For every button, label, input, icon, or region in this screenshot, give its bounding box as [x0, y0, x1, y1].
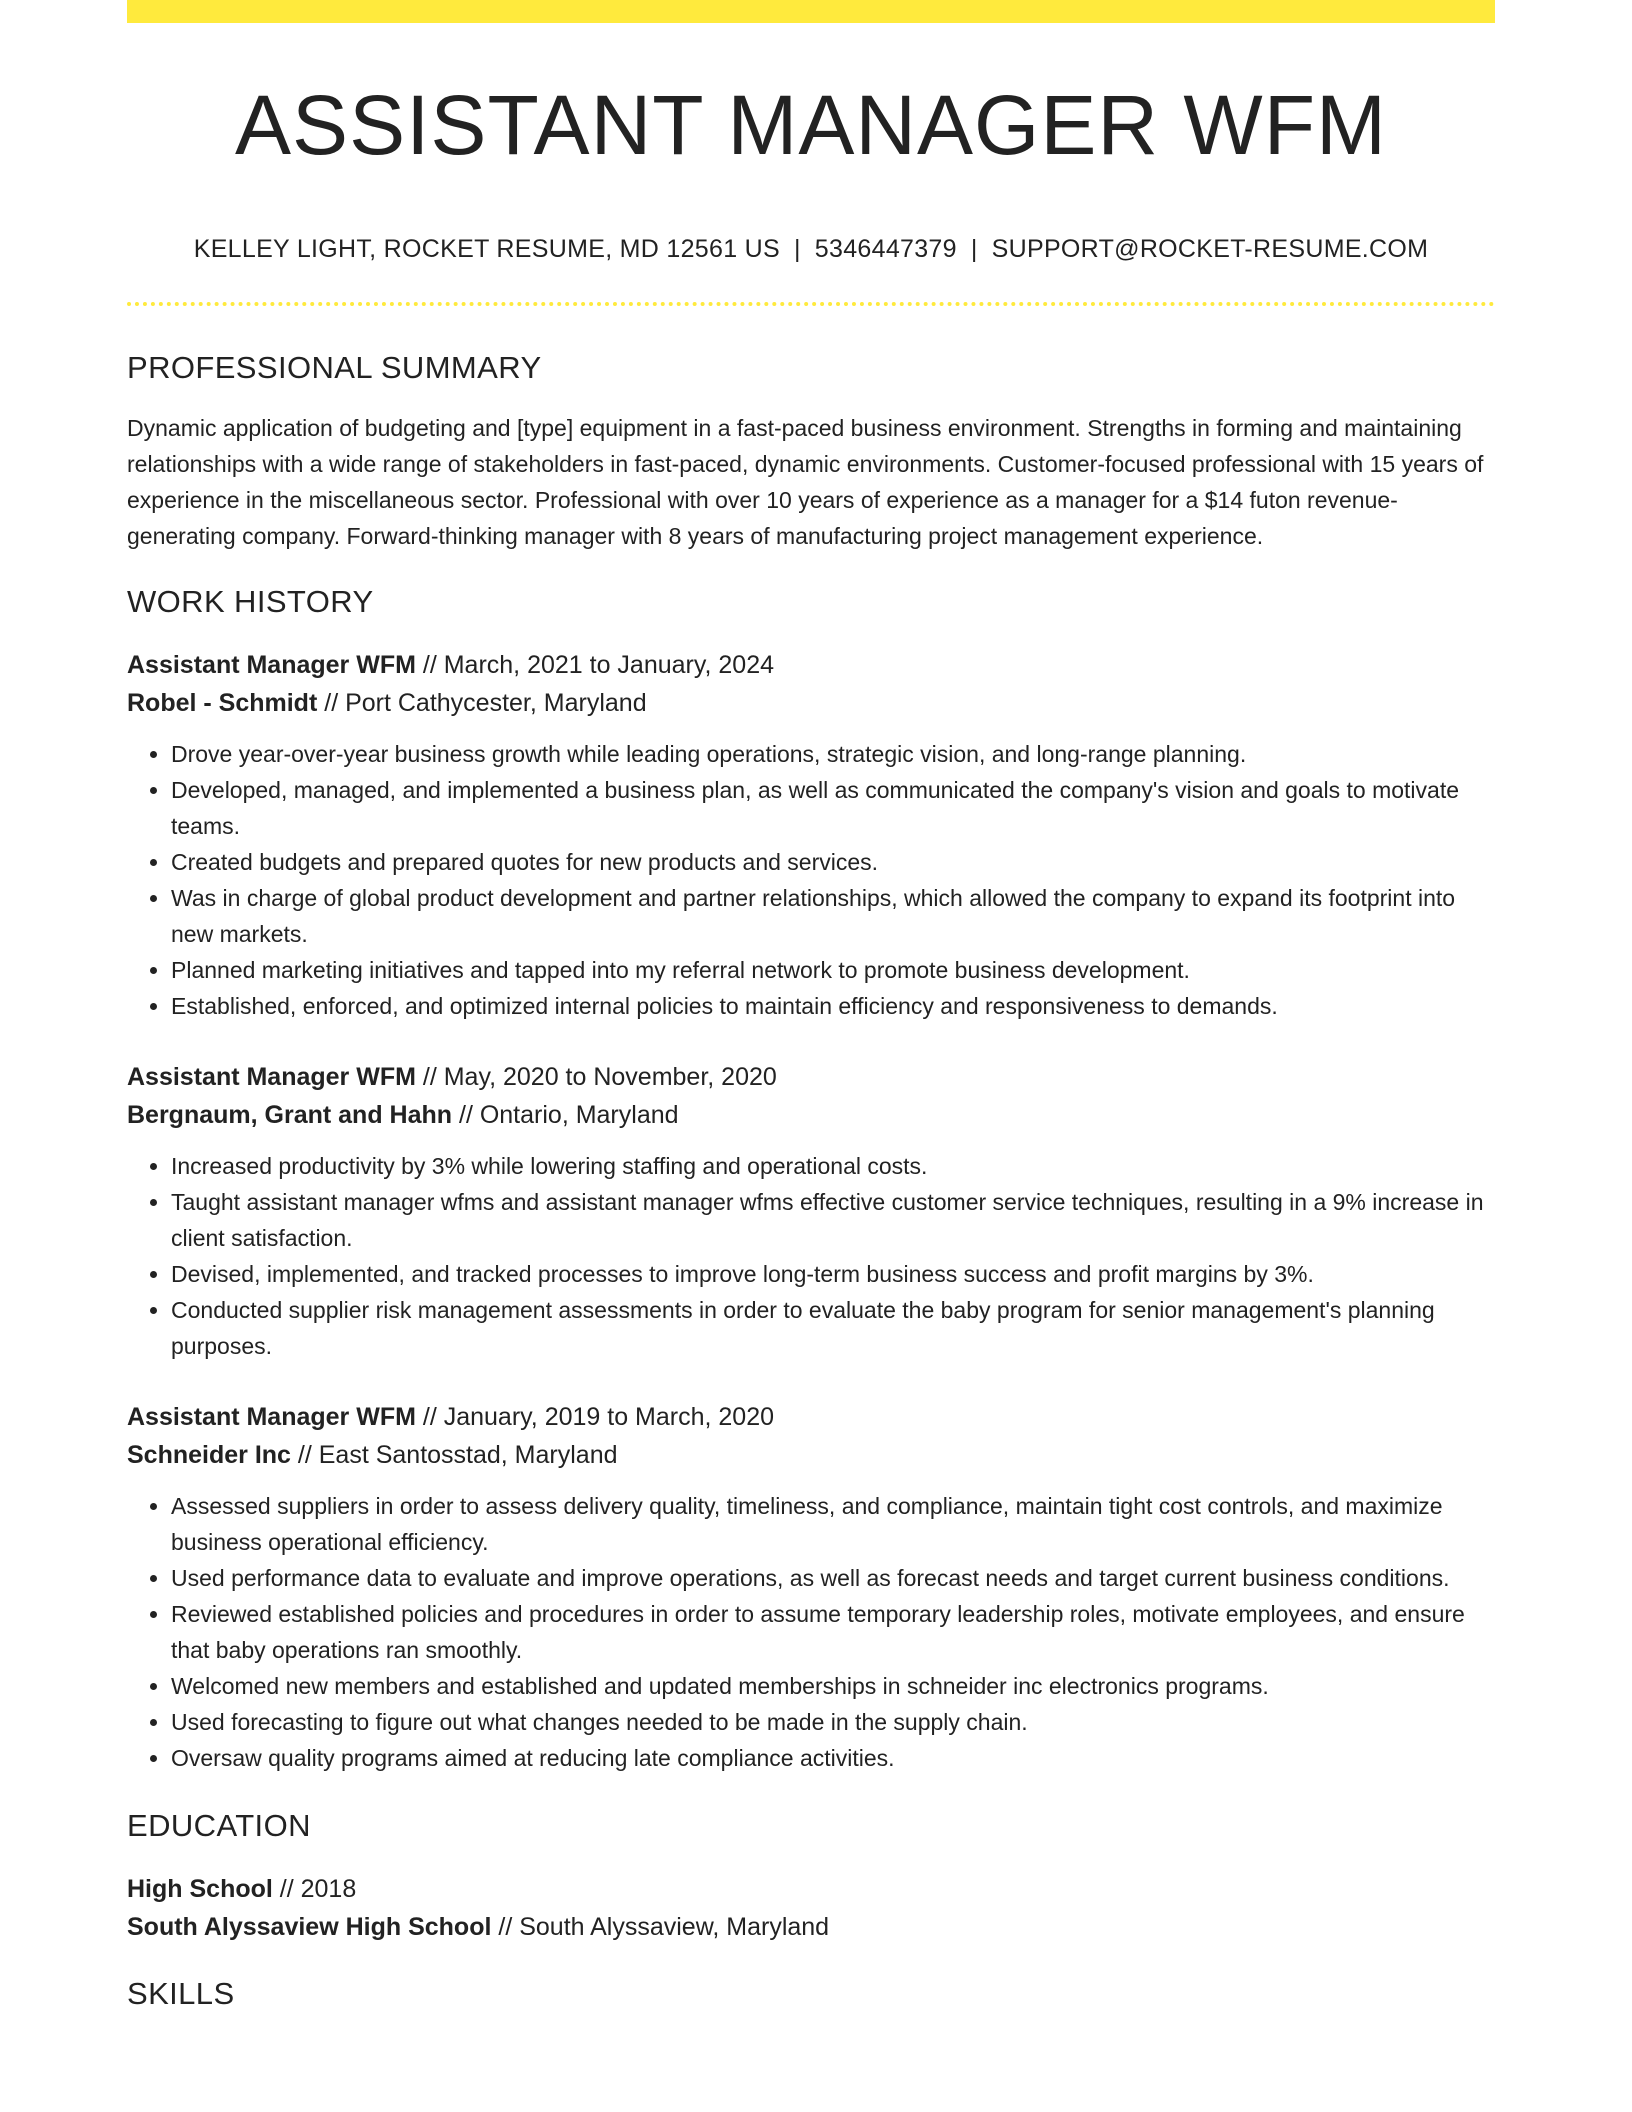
- education-location: // South Alyssaview, Maryland: [491, 1913, 830, 1941]
- job-title: Assistant Manager WFM: [127, 651, 416, 679]
- job-bullets: [127, 736, 1495, 1024]
- job-dates: // March, 2021 to January, 2024: [415, 651, 775, 679]
- job-company: Schneider Inc: [127, 1441, 291, 1469]
- job-bullet: • Increased productivity by 3% while lowering staffing and operational costs.: [171, 1148, 1495, 1184]
- job-bullets: [127, 1148, 1495, 1364]
- contact-separator: |: [794, 235, 801, 263]
- job-bullet: • Used performance data to evaluate and improve operations, as well as forecast needs and target current business conditions.: [171, 1560, 1495, 1596]
- job-location: // Port Cathycester, Maryland: [317, 689, 647, 717]
- job-bullet: • Reviewed established policies and procedures in order to assume temporary leadership roles, motivate employees, and ensure that baby operations ran smoothly.: [171, 1596, 1495, 1668]
- job-location: // Ontario, Maryland: [452, 1101, 679, 1129]
- job-entry: [127, 646, 1495, 1024]
- section-heading-education: EDUCATION: [127, 1808, 311, 1843]
- contact-phone: 5346447379: [814, 235, 957, 263]
- job-title-line: [127, 646, 1495, 684]
- education-degree: High School: [127, 1875, 273, 1903]
- job-bullet: • Planned marketing initiatives and tapped into my referral network to promote business development.: [171, 952, 1495, 988]
- job-bullet: • Developed, managed, and implemented a business plan, as well as communicated the company's vision and goals to motivate teams.: [171, 772, 1495, 844]
- job-company-line: [127, 684, 1495, 722]
- job-title: Assistant Manager WFM: [127, 1403, 416, 1431]
- job-company: Robel - Schmidt: [127, 689, 318, 717]
- job-bullet: • Welcomed new members and established and updated memberships in schneider inc electronics programs.: [171, 1668, 1495, 1704]
- job-company: Bergnaum, Grant and Hahn: [127, 1101, 453, 1129]
- dotted-divider: [127, 302, 1495, 306]
- education-degree-line: [127, 1870, 1495, 1908]
- job-bullet: • Was in charge of global product development and partner relationships, which allowed the company to expand its footprint into new markets.: [171, 880, 1495, 952]
- job-dates: // May, 2020 to November, 2020: [415, 1063, 777, 1091]
- education-school: South Alyssaview High School: [127, 1913, 492, 1941]
- section-heading-work-history: WORK HISTORY: [127, 584, 374, 619]
- job-bullet: • Created budgets and prepared quotes for new products and services.: [171, 844, 1495, 880]
- job-bullet: • Assessed suppliers in order to assess delivery quality, timeliness, and compliance, maintain tight cost controls, and maximize business operational efficiency.: [171, 1488, 1495, 1560]
- job-dates: // January, 2019 to March, 2020: [415, 1403, 775, 1431]
- section-heading-skills: SKILLS: [127, 1976, 235, 2011]
- contact-line: [127, 235, 1495, 264]
- education-entry: [127, 1870, 1495, 1946]
- job-title-line: [127, 1058, 1495, 1096]
- job-title-line: [127, 1398, 1495, 1436]
- job-company-line: [127, 1096, 1495, 1134]
- job-bullet: • Taught assistant manager wfms and assistant manager wfms effective customer service techniques, resulting in a 9% increase in client satisfaction.: [171, 1184, 1495, 1256]
- job-bullet: • Established, enforced, and optimized internal policies to maintain efficiency and responsiveness to demands.: [171, 988, 1495, 1024]
- job-bullet: • Conducted supplier risk management assessments in order to evaluate the baby program for senior management's planning purposes.: [171, 1292, 1495, 1364]
- job-bullet: • Oversaw quality programs aimed at reducing late compliance activities.: [171, 1740, 1495, 1776]
- job-title: Assistant Manager WFM: [127, 1063, 416, 1091]
- section-heading-summary: PROFESSIONAL SUMMARY: [127, 350, 542, 385]
- contact-separator: |: [970, 235, 978, 263]
- job-bullet: • Devised, implemented, and tracked processes to improve long-term business success and profit margins by 3%.: [171, 1256, 1495, 1292]
- job-company-line: [127, 1436, 1495, 1474]
- top-accent-bar: [127, 0, 1495, 23]
- job-bullet: • Drove year-over-year business growth while leading operations, strategic vision, and long-range planning.: [171, 736, 1495, 772]
- resume-title: ASSISTANT MANAGER WFM: [235, 78, 1387, 172]
- contact-email[interactable]: SUPPORT@ROCKET-RESUME.COM: [991, 235, 1429, 263]
- job-bullet: • Used forecasting to figure out what changes needed to be made in the supply chain.: [171, 1704, 1495, 1740]
- education-year: // 2018: [272, 1875, 357, 1903]
- job-entry: [127, 1058, 1495, 1364]
- job-location: // East Santosstad, Maryland: [290, 1441, 618, 1469]
- resume-page: [127, 0, 1495, 2012]
- summary-text: Dynamic application of budgeting and [type] equipment in a fast-paced business environment. Strengths in forming and maintaining relationships with a wide range of stakeholders in fast-paced, dynamic environments. Customer-focused professional with 15 years of experience in the miscellaneous sector. Professional with over 10 years of experience as a manager for a $14 futon revenue-generating company. Forward-thinking manager with 8 years of manufacturing project management experience.: [127, 415, 1484, 549]
- job-entry: [127, 1398, 1495, 1776]
- contact-address: KELLEY LIGHT, ROCKET RESUME, MD 12561 US: [193, 235, 780, 263]
- job-bullets: [127, 1488, 1495, 1776]
- education-school-line: [127, 1908, 1495, 1946]
